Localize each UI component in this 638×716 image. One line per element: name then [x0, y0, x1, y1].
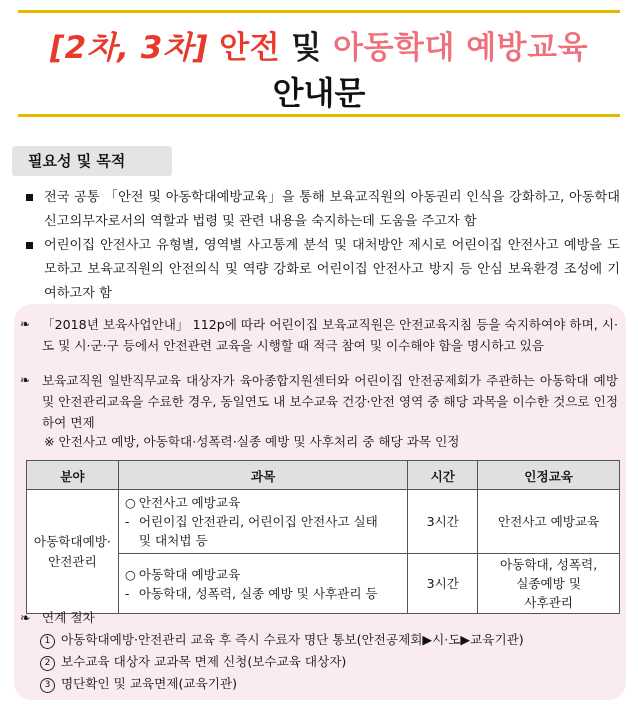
circle-bullet-icon: ○: [124, 566, 136, 582]
list-item: [40, 674, 237, 694]
section-heading: 필요성 및 목적: [12, 146, 172, 176]
list-item: [22, 186, 620, 234]
field-text-line: 안전관리: [48, 553, 97, 569]
circled-number-icon: 3: [40, 678, 55, 693]
step-text: 아동학대예방·안전관리 교육 후 즉시 수료자 명단 통보(안전공제회▶시·도▶교육기관): [61, 632, 524, 647]
square-bullet-icon: [26, 242, 33, 249]
header-time: 시간: [408, 461, 478, 490]
course-title-line: [125, 565, 402, 584]
course-detail-line: [125, 531, 402, 550]
page-title: [18, 22, 620, 67]
list-item: [40, 630, 524, 650]
title-bottom-rule: [18, 114, 620, 117]
course-cell: [118, 554, 408, 614]
note-sub: ※ 안전사고 예방, 아동학대·성폭력·실종 예방 및 사후처리 중 해당 과목 인정: [44, 434, 460, 449]
fleuron-bullet-icon: ❧: [20, 610, 31, 625]
purpose-text: 전국 공통 「안전 및 아동학대예방교육」을 통해 보육교직원의 아동권리 인식을 강화하고, 아동학대 신고의무자로서의 역할과 법령 및 관련 내용을 숙지하는데 도움을 주고자 함: [44, 190, 620, 229]
purpose-list: [22, 186, 620, 306]
certified-text: 사후관리: [524, 595, 573, 610]
steps-title: 연계 절차: [42, 610, 95, 625]
course-detail-line: [125, 512, 402, 531]
note-2: [20, 370, 618, 433]
circle-bullet-icon: ○: [124, 495, 136, 510]
note-1: [20, 314, 618, 356]
title-word-abuse-prevention: 아동학대 예방교육: [333, 30, 589, 66]
title-word-and: 및: [291, 30, 322, 66]
table-row: [27, 490, 620, 554]
step-text: 보수교육 대상자 교과목 면제 신청(보수교육 대상자): [61, 654, 347, 669]
course-detail: 어린이집 안전관리, 어린이집 안전사고 실태: [138, 514, 378, 529]
steps-heading: [20, 608, 95, 628]
dash-bullet-icon: -: [124, 514, 130, 529]
header-course: 과목: [118, 461, 408, 490]
certified-cell: [478, 554, 620, 614]
time-cell: 3시간: [408, 490, 478, 554]
certified-text: 안전사고 예방교육: [497, 514, 600, 529]
fleuron-bullet-icon: ❧: [20, 373, 31, 387]
table-header-row: [27, 461, 620, 490]
course-title: 아동학대 예방교육: [138, 566, 241, 582]
dash-bullet-icon: -: [124, 585, 130, 601]
field-cell: [27, 490, 119, 614]
note-text: 「2018년 보육사업안내」 112p에 따라 어린이집 보육교직원은 안전교육지침 등을 숙지하여야 하며, 시·도 및 시·군·구 등에서 안전관련 교육을 시행할 때 적극 참여 및 이수해야 함을 명시하고 있음: [42, 317, 618, 353]
certified-cell: [478, 490, 620, 554]
page-subtitle: 안내문: [272, 74, 366, 112]
course-title-line: [125, 493, 402, 512]
note-text: 보육교직원 일반직무교육 대상자가 육아종합지원센터와 어린이집 안전공제회가 주관하는 아동학대 예방 및 안전관리교육을 수료한 경우, 동일연도 내 보수교육 건강·안전 영역 중 해당 과목을 이수한 것으로 인정하여 면제: [42, 373, 618, 430]
square-bullet-icon: [26, 194, 33, 201]
title-word-safety: 안전: [219, 30, 281, 66]
field-text-line: 아동학대예방·: [33, 533, 111, 549]
course-detail-line: [125, 584, 402, 603]
course-detail: 및 대처법 등: [138, 533, 208, 548]
time-cell: 3시간: [408, 554, 478, 614]
header-field: 분야: [27, 461, 119, 490]
list-item: [40, 652, 346, 672]
certified-text: 아동학대, 성폭력,: [500, 557, 598, 572]
course-detail: 아동학대, 성폭력, 실종 예방 및 사후관리 등: [138, 585, 378, 601]
title-top-rule: [18, 10, 620, 13]
fleuron-bullet-icon: ❧: [20, 317, 31, 331]
course-table: [26, 460, 620, 614]
certified-text: 실종예방 및: [516, 576, 582, 591]
course-title: 안전사고 예방교육: [138, 495, 241, 510]
circled-number-icon: 2: [40, 656, 55, 671]
course-cell: [118, 490, 408, 554]
title-prefix: [2차, 3차]: [49, 30, 208, 66]
header-certified: 인정교육: [478, 461, 620, 490]
title-block: [18, 10, 620, 118]
circled-number-icon: 1: [40, 634, 55, 649]
step-text: 명단확인 및 교육면제(교육기관): [61, 676, 237, 691]
purpose-text: 어린이집 안전사고 유형별, 영역별 사고통계 분석 및 대처방안 제시로 어린이집 안전사고 예방을 도모하고 보육교직원의 안전의식 및 역량 강화로 어린이집 안전사고 방지 등 안심 보육환경 조성에 기여하고자 함: [44, 238, 620, 301]
list-item: [22, 234, 620, 306]
